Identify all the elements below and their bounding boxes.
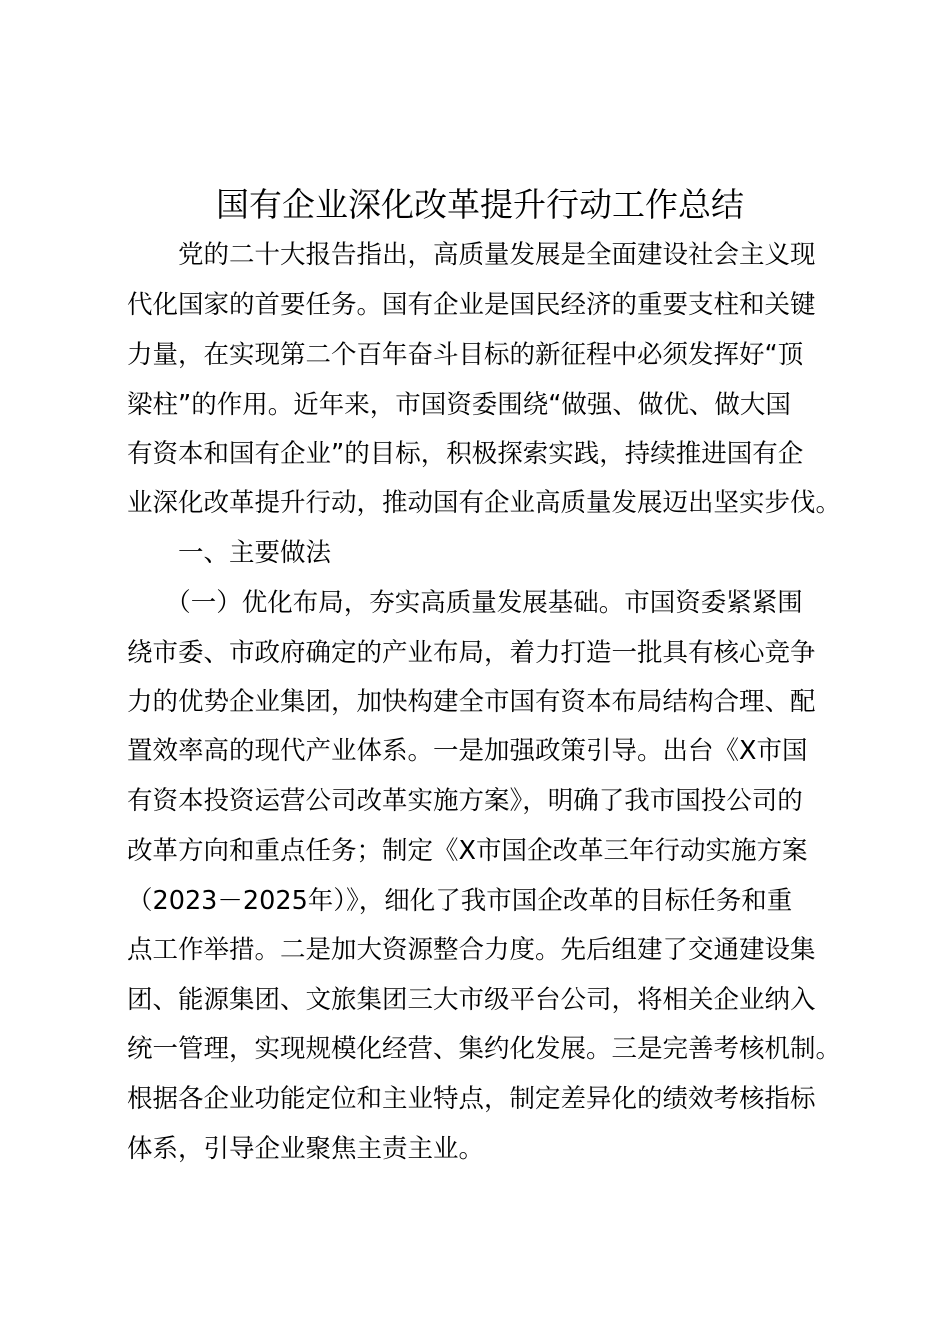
text-line: 绕市委、市政府确定的产业布局，着力打造一批具有核心竞争 xyxy=(127,638,816,668)
text-line: 力的优势企业集团，加快构建全市国有资本布局结构合理、配 xyxy=(127,687,816,717)
text-line: 统一管理，实现规模化经营、集约化发展。三是完善考核机制。 xyxy=(127,1034,842,1064)
text-line: 置效率高的现代产业体系。一是加强政策引导。出台《X市国 xyxy=(127,736,808,766)
text-line: （2023－2025年）》，细化了我市国企改革的目标任务和重 xyxy=(127,886,793,916)
text-line: 团、能源集团、文旅集团三大市级平台公司，将相关企业纳入 xyxy=(127,985,816,1015)
text-line: 梁柱”的作用。近年来，市国资委围绕“做强、做优、做大国 xyxy=(127,390,791,420)
text-line: （一）优化布局，夯实高质量发展基础。市国资委紧紧围 xyxy=(127,588,803,618)
text-line: 力量，在实现第二个百年奋斗目标的新征程中必须发挥好“顶 xyxy=(127,340,804,370)
text-line: 有资本和国有企业”的目标，积极探索实践，持续推进国有企 xyxy=(127,439,804,469)
text-line: 体系，引导企业聚焦主责主业。 xyxy=(127,1134,485,1164)
text-line: 改革方向和重点任务；制定《X市国企改革三年行动实施方案 xyxy=(127,836,808,866)
text-line: 业深化改革提升行动，推动国有企业高质量发展迈出坚实步伐。 xyxy=(127,488,842,518)
text-line: 点工作举措。二是加大资源整合力度。先后组建了交通建设集 xyxy=(127,935,816,965)
document-title: 国有企业深化改革提升行动工作总结 xyxy=(216,185,744,224)
text-line: 代化国家的首要任务。国有企业是国民经济的重要支柱和关键 xyxy=(127,290,816,320)
text-line: 党的二十大报告指出，高质量发展是全面建设社会主义现 xyxy=(127,240,816,270)
text-line: 有资本投资运营公司改革实施方案》，明确了我市国投公司的 xyxy=(127,786,803,816)
section-heading: 一、主要做法 xyxy=(127,538,332,568)
text-line: 根据各企业功能定位和主业特点，制定差异化的绩效考核指标 xyxy=(127,1084,816,1114)
